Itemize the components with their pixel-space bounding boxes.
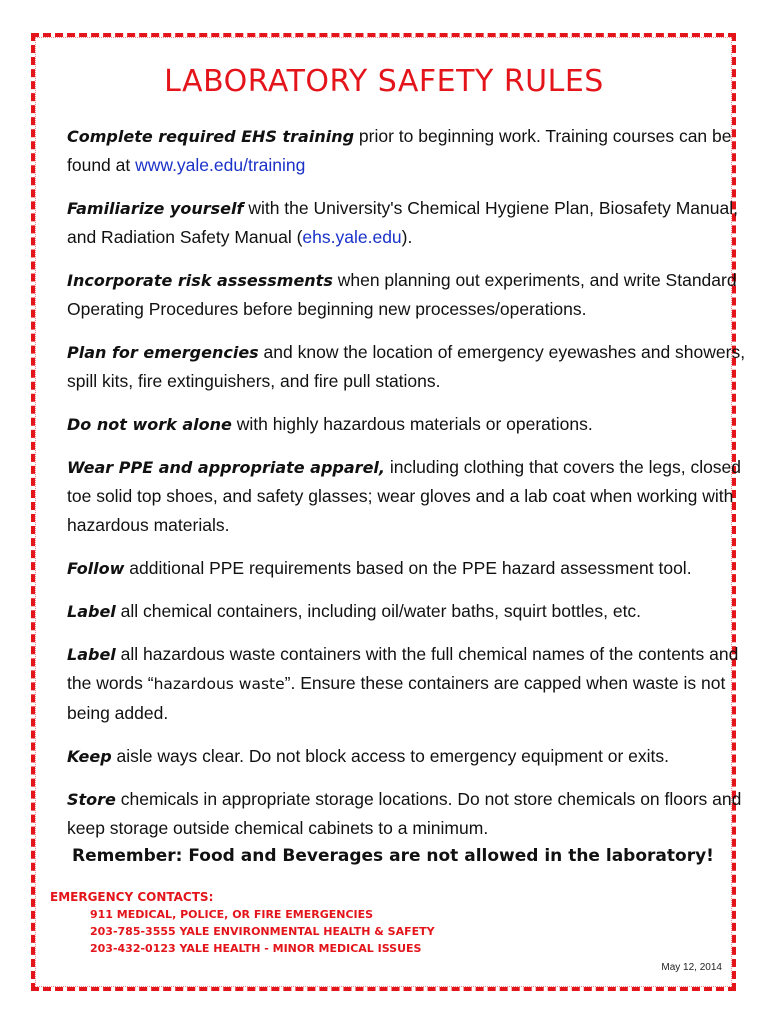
contact-line: 911 MEDICAL, POLICE, OR FIRE EMERGENCIES xyxy=(90,908,374,921)
document-date: May 12, 2014 xyxy=(661,962,722,973)
rule-text-after: ). xyxy=(401,227,413,247)
rule-item xyxy=(67,640,757,728)
rule-item xyxy=(67,453,757,540)
remember-note: Remember: Food and Beverages are not allowed in the laboratory! xyxy=(72,846,714,866)
rule-text: chemicals in appropriate storage locations. Do not store chemicals on floors and keep storage outside chemical cabinets to a minimum. xyxy=(67,789,742,838)
rule-lead: Incorporate risk assessments xyxy=(67,271,333,290)
rule-text: prior to beginning work. Training courses can be found at xyxy=(67,126,732,175)
rule-text: including clothing that covers the legs, closed toe solid top shoes, and safety glasses; wear gloves and a lab coat when working with hazardous materials. xyxy=(67,457,742,535)
contact-line: 203-785-3555 YALE ENVIRONMENTAL HEALTH & SAFETY xyxy=(90,925,435,938)
rule-item xyxy=(67,597,757,626)
contact-line: 203-432-0123 YALE HEALTH - MINOR MEDICAL ISSUES xyxy=(90,942,422,955)
rule-item xyxy=(67,194,757,252)
ehs-link[interactable]: ehs.yale.edu xyxy=(302,227,402,247)
rule-lead: Store xyxy=(67,790,116,809)
rule-lead: Label xyxy=(67,602,116,621)
rule-item xyxy=(67,742,757,771)
rule-lead: Keep xyxy=(67,747,112,766)
rule-text: all chemical containers, including oil/water baths, squirt bottles, etc. xyxy=(115,601,642,621)
rule-lead: Do not work alone xyxy=(67,415,232,434)
rule-item xyxy=(67,410,757,439)
rule-item xyxy=(67,122,757,180)
rule-item xyxy=(67,266,757,324)
contacts-heading: EMERGENCY CONTACTS: xyxy=(50,890,214,904)
rule-lead: Familiarize yourself xyxy=(67,199,244,218)
rule-lead: Wear PPE and appropriate apparel, xyxy=(67,458,385,477)
page-title: LABORATORY SAFETY RULES xyxy=(164,64,604,99)
rule-text: and know the location of emergency eyewashes and showers, spill kits, fire extinguishers, and fire pull stations. xyxy=(67,342,746,391)
rule-text: with the University's Chemical Hygiene Plan, Biosafety Manual, and Radiation Safety Manual ( xyxy=(67,198,738,247)
emergency-contacts xyxy=(50,889,435,957)
rule-text: aisle ways clear. Do not block access to emergency equipment or exits. xyxy=(111,746,670,766)
rule-text: additional PPE requirements based on the PPE hazard assessment tool. xyxy=(124,558,692,578)
rule-item xyxy=(67,338,757,396)
rules-list xyxy=(67,122,757,857)
rule-text: when planning out experiments, and write Standard Operating Procedures before beginning new processes/operations. xyxy=(67,270,737,319)
rule-item xyxy=(67,554,757,583)
training-link[interactable]: www.yale.edu/training xyxy=(135,155,306,175)
rule-text: with highly hazardous materials or operations. xyxy=(231,414,593,434)
hazardous-waste-term: hazardous waste xyxy=(153,675,285,693)
rule-lead: Follow xyxy=(67,559,125,578)
rule-text: all hazardous waste containers with the full chemical names of the contents and the words “ xyxy=(67,644,739,693)
rule-lead: Label xyxy=(67,645,116,664)
rule-text-after: ”. Ensure these containers are capped when waste is not being added. xyxy=(67,673,726,723)
rule-lead: Plan for emergencies xyxy=(67,343,259,362)
rule-item xyxy=(67,785,757,843)
rule-lead: Complete required EHS training xyxy=(67,127,355,146)
